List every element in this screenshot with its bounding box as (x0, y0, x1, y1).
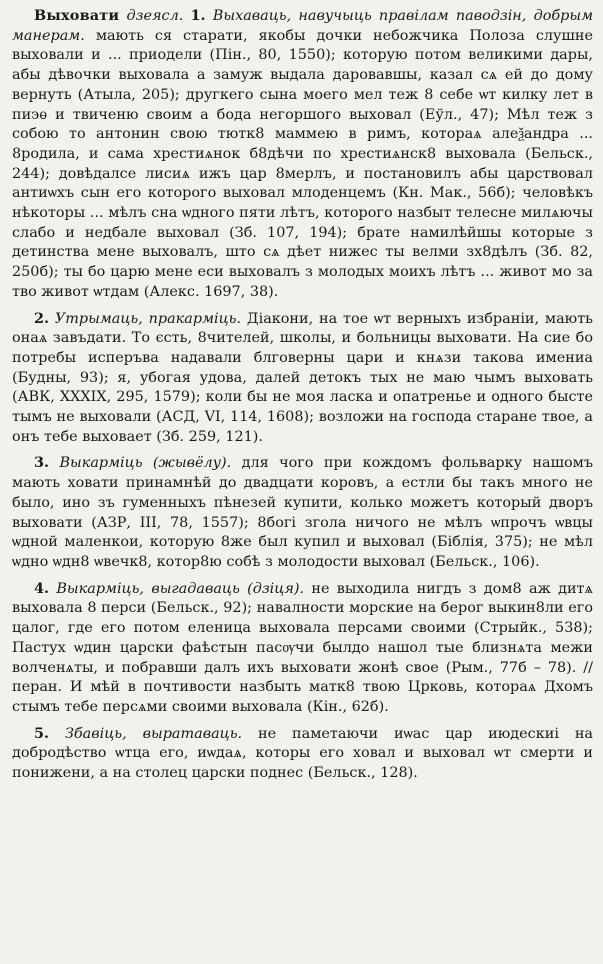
sense-1 (12, 6, 593, 303)
sense-quotes: не выходила нигдъ з дом8 аж дитѧ выховала 8 перси (Бельск., 92); навалности морские на берог выкин8ли его цалог, где его потом еленица выховала персами своими (Стрыйк., 538); Пастух ѡдин царски фаѣстын пасѹчи былдо нашол тые близнѧта межи волченѧты, и побравши далъ ихъ выховати жонѣ свое (Рым., 77б – 78). // перан. И мѣй в почтивости назбыть матк8 твою Црковь, котораѧ Дхомъ стымъ тебе персѧми своими выховала (Кін., 62б). (12, 580, 593, 715)
grammar-label: дзеясл. (126, 8, 184, 24)
sense-gloss: Выхаваць, навучыць правілам паводзін, добрым манерам. (12, 8, 594, 44)
sense-number: 3. (34, 454, 50, 472)
sense-quotes: для чого при кождомъ фольварку нашомъ мають ховати принамнѣй до двадцати коровъ, а естли бы такъ много не было, ино зъ гуменныхъ пѣнезей купити, колько можетъ который дворъ выховати (АЗР, III, 78, 1557); 8богі згола ничого не мѣлъ ѡпрочъ ѡвцы ѡдной маленкои, которую 8же был купил и выховал (Біблія, 375); не мѣл ѡдно ѡдн8 ѡвечк8, котор8ю собѣ з молодости выховал (Бельск., 106). (12, 455, 594, 570)
sense-quotes: мають ся старати, якобы дочки небожчика Полоза слушне выховали и ... приодели (Пін., 80, 1550); которую потом великими дары, абы дѣвочки выховала а замуж выдала даровавшы, казал сѧ ей до дому вернуть (Атыла, 205); другкего сына моего мел теж 8 себе ѡт килку лет в пиэѳ и твиченю своим а бода негоршого выховал (Еўл., 47); Мѣл теж з собою то антонин свою тютк8 маммею в римъ, котораѧ алеѯандра ... 8родила, и сама хрестиѧнок б8дѣчи по хрестиѧнск8 выховала (Бельск., 244); довѣдалсе лисиѧ ижъ цар 8мерлъ, и постановилъ абы царствовал антиѡхъ сын его которого выховал млоденцемъ (Кн. Мак., 56б); человѣкъ нѣкоторы ... мѣлъ сна ѡдного пяти лѣтъ, которого назбыт телесне милѧючы слабо и недбале выховал (Зб. 107, 194); брате намилѣйшы которые з детинства мене выховалъ, што сѧ дѣет нижес ты велми зх8дѣлъ (Зб. 82, 250б); ты бо царю мене еси выховалъ з молодых моихъ лѣтъ ... живот мо за тво живот ѡтдам (Алекс. 1697, 38). (12, 27, 593, 300)
sense-quotes: не паметаючи иѡас цар июдескиі на добродѣство ѡтца его, иѡдаѧ, которы его ховал и выховал ѡт смерти и понижени, а на столец царски поднес (Бельск., 128). (12, 725, 594, 782)
sense-number: 5. (34, 724, 50, 742)
headword: Выховати (34, 7, 120, 24)
sense-number: 2. (34, 309, 50, 327)
sense-gloss: Выкарміць, выгадаваць (дзіця). (56, 580, 305, 597)
sense-5 (12, 724, 593, 784)
sense-4 (12, 579, 593, 718)
sense-2 (12, 309, 593, 448)
sense-gloss: Выкарміць (жывёлу). (59, 455, 232, 472)
sense-number: 1. (190, 7, 206, 24)
sense-number: 4. (34, 579, 50, 597)
sense-gloss: Збавіць, выратаваць. (64, 725, 243, 742)
sense-3 (12, 453, 593, 572)
sense-gloss: Утрымаць, пракарміць. (54, 310, 242, 327)
sense-quotes: Діакони, на тое ѡт верныхъ избраніи, мають онаѧ завъдати. То єсть, 8чителей, школы, и больницы выховати. На сие бо потребы исперъва надавали блговерны цари и кнѧзи такова имениа (Будны, 93); я, убогая удова, далей детокъ тых не маю чымъ выховать (АВК, XXXIX, 295, 1579); коли бы не моя ласка и опатренье и одного бысте тымъ не выховали (АСД, VI, 114, 1608); возложи на господа старане твое, а онъ тебе выховает (Зб. 259, 121). (12, 310, 593, 445)
